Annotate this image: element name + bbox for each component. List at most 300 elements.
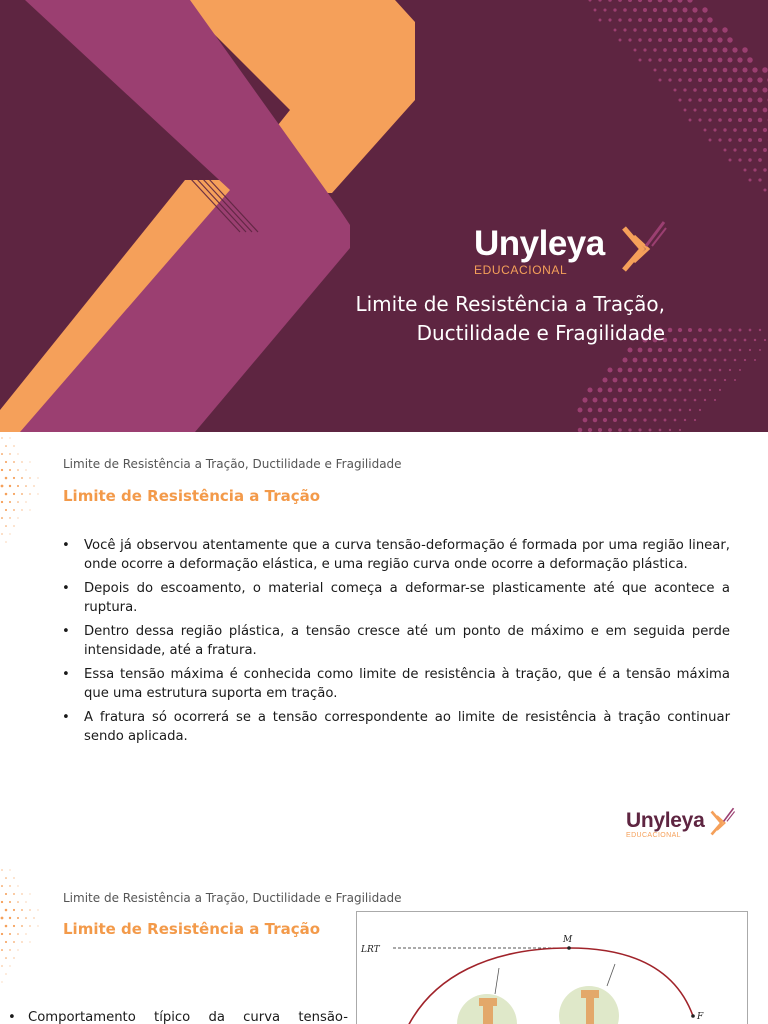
decor-dot: [1, 917, 4, 920]
decor-dot: [638, 18, 642, 22]
decor-dot: [687, 0, 692, 3]
decor-dot: [643, 8, 647, 12]
decor-dot: [738, 98, 742, 102]
decor-dot: [588, 408, 593, 413]
decor-dot: [749, 349, 751, 351]
decor-dot: [608, 18, 611, 21]
decor-dot: [683, 48, 687, 52]
decor-dot: [5, 461, 7, 463]
decor-dot: [688, 58, 692, 62]
decor-dot: [17, 485, 19, 487]
decor-dot: [762, 87, 767, 92]
decor-dot: [708, 58, 713, 63]
decor-dot: [5, 509, 7, 511]
decor-dot: [9, 485, 11, 487]
decor-dot: [1, 933, 3, 935]
decor-dot: [737, 57, 742, 62]
decor-dot: [753, 108, 757, 112]
decor-dot: [708, 328, 712, 332]
decor-dot: [683, 68, 687, 72]
decor-dot: [658, 368, 662, 372]
decor-dot: [38, 494, 39, 495]
decor-dot: [719, 349, 722, 352]
decor-dot: [9, 917, 11, 919]
decor-dot: [723, 88, 727, 92]
content-slide: [0, 432, 768, 864]
decor-dot: [758, 138, 762, 142]
decor-dot: [728, 328, 731, 331]
decor-dot: [758, 158, 762, 162]
decor-dot: [9, 933, 11, 935]
decor-dot: [729, 349, 732, 352]
decor-dot: [29, 493, 30, 494]
bullet-icon: •: [8, 1010, 16, 1024]
decor-dot: [753, 168, 756, 171]
decor-dot: [747, 77, 752, 82]
decor-dot: [724, 359, 727, 362]
decor-dot: [743, 128, 747, 132]
decor-dot: [17, 885, 18, 886]
decor-dot: [709, 139, 712, 142]
decor-dot: [613, 378, 618, 383]
decor-dot: [698, 98, 702, 102]
decor-dot: [648, 368, 652, 372]
decor-dot: [638, 368, 642, 372]
decor-dot: [708, 348, 711, 351]
footer-logo-word: Unyleya: [626, 809, 705, 832]
decor-dot: [613, 398, 617, 402]
decor-dot: [688, 98, 691, 101]
decor-dot: [734, 359, 737, 362]
decor-dot: [653, 378, 657, 382]
decor-dot: [669, 409, 672, 412]
decor-dot: [1, 885, 3, 887]
list-item: [62, 665, 730, 703]
decor-dot: [689, 389, 692, 392]
bullet-icon: •: [62, 538, 70, 553]
decor-dot: [678, 78, 681, 81]
decor-dot: [742, 67, 747, 72]
decor-dot: [738, 118, 742, 122]
decor-dot: [698, 38, 703, 43]
decor-dot: [668, 388, 671, 391]
decor-dot: [613, 418, 617, 422]
decor-dot: [738, 138, 742, 142]
decor-dot: [9, 501, 11, 503]
decor-dot: [704, 399, 706, 401]
decor-dot: [608, 388, 613, 393]
decor-dot: [587, 387, 592, 392]
decor-dot: [614, 29, 617, 32]
decor-dot: [21, 477, 23, 479]
decor-dot: [17, 517, 18, 518]
decor-dot: [663, 28, 667, 32]
content-slide-partial: [0, 864, 768, 1024]
decor-dot: [688, 78, 692, 82]
decor-dot: [718, 98, 722, 102]
decor-dot: [718, 118, 722, 122]
decor-dot: [728, 118, 732, 122]
decor-dot: [704, 129, 707, 132]
decor-dot: [623, 418, 627, 422]
decor-dot: [668, 18, 673, 23]
decor-dot: [754, 339, 756, 341]
decor-dot: [608, 0, 612, 2]
decor-dot: [25, 469, 26, 470]
decor-dot: [713, 68, 717, 72]
decor-dot: [728, 78, 733, 83]
decor-dot: [658, 58, 661, 61]
footer-logo-sub: EDUCACIONAL: [626, 832, 681, 839]
cover-chevron-graphic: [0, 0, 768, 432]
decor-dot: [5, 909, 8, 912]
decor-dot: [739, 369, 741, 371]
decor-dot: [1, 469, 3, 471]
decor-dot: [638, 408, 642, 412]
decor-dot: [648, 388, 652, 392]
decor-dot: [5, 541, 6, 542]
decor-dot: [698, 348, 701, 351]
decor-dot: [693, 378, 696, 381]
decor-dot: [1, 869, 2, 870]
decor-dot: [677, 0, 682, 3]
decor-dot: [679, 429, 681, 431]
decor-dot: [664, 419, 667, 422]
decor-dot: [747, 57, 753, 63]
decor-dot: [712, 27, 717, 32]
decor-dot: [678, 58, 682, 62]
decor-dot: [633, 418, 637, 422]
decor-dot: [673, 338, 677, 342]
list-item: [62, 708, 730, 746]
decor-dot: [648, 58, 651, 61]
decor-dot: [628, 0, 632, 2]
decor-dot: [728, 138, 731, 141]
decor-dot: [638, 38, 641, 41]
decor-dot: [618, 408, 622, 412]
decor-dot: [1, 949, 3, 951]
bullet-text: Essa tensão máxima é conhecida como limite de resistência à tração, que é a tensão máxima que uma estrutura suporta em tração.: [84, 667, 730, 701]
bullet-icon: •: [62, 624, 70, 639]
decor-dot: [743, 108, 747, 112]
decor-dot: [748, 138, 752, 142]
decor-dot: [748, 98, 753, 103]
list-item: [62, 536, 730, 574]
cover-logo-sub: EDUCACIONAL: [474, 263, 568, 277]
bullet-text: Você já observou atentamente que a curva tensão-deformação é formada por uma região linear, onde ocorre a deformação elástica, e uma região curva onde ocorre a deformação plástica.: [84, 538, 730, 572]
decor-dot: [693, 88, 697, 92]
cover-title-line2: Ductilidade e Fragilidade: [416, 321, 665, 345]
decor-dot: [698, 368, 701, 371]
decor-dot: [38, 910, 39, 911]
decor-dot: [718, 328, 721, 331]
decor-dot: [598, 0, 601, 2]
decor-dot: [723, 338, 726, 341]
decor-dot: [618, 368, 623, 373]
decor-dot: [634, 49, 637, 52]
decor-dot: [10, 870, 11, 871]
decor-dot: [713, 128, 716, 131]
decor-dot: [668, 0, 673, 2]
decor-dot: [1, 517, 3, 519]
decor-dot: [698, 328, 702, 332]
decor-dot: [688, 368, 691, 371]
decor-dot: [17, 469, 19, 471]
decor-dot: [733, 88, 737, 92]
decor-dot: [628, 408, 632, 412]
decor-dot: [718, 138, 721, 141]
decor-dot: [648, 0, 652, 2]
decor-dot: [713, 338, 716, 341]
decor-dot: [723, 108, 727, 112]
decor-dot: [653, 28, 657, 32]
decor-dot: [628, 388, 632, 392]
decor-dot: [648, 348, 653, 353]
decor-dot: [684, 399, 687, 402]
decor-dot: [5, 925, 8, 928]
decor-dot: [628, 368, 633, 373]
decor-dot: [643, 398, 647, 402]
decor-dot: [753, 128, 757, 132]
decor-dot: [603, 418, 607, 422]
decor-dot: [763, 108, 768, 113]
decor-dot: [1, 965, 2, 966]
decor-dot: [724, 149, 727, 152]
decor-dot: [743, 88, 748, 93]
decor-dot: [21, 941, 22, 942]
decor-dot: [763, 128, 767, 132]
decor-dot: [653, 418, 656, 421]
decor-dot: [38, 478, 39, 479]
decor-dot: [749, 329, 752, 332]
decor-dot: [622, 357, 627, 362]
decor-dot: [683, 358, 687, 362]
decor-dot: [639, 59, 642, 62]
decor-dot: [733, 108, 737, 112]
decor-dot: [729, 369, 731, 371]
bullet-icon: •: [62, 581, 70, 596]
decor-dot: [683, 378, 686, 381]
decor-dot: [738, 78, 743, 83]
decor-dot: [693, 28, 698, 33]
decor-dot: [759, 329, 761, 331]
decor-dot: [727, 57, 732, 62]
decor-dot: [613, 8, 616, 11]
decor-dot: [1, 901, 3, 903]
decor-dot: [25, 933, 26, 934]
decor-dot: [13, 925, 15, 927]
lrt-label: LRT: [361, 945, 380, 955]
decor-dot: [668, 78, 671, 81]
decor-dot: [643, 418, 646, 421]
decor-dot: [703, 28, 708, 33]
decor-dot: [10, 534, 11, 535]
decor-dot: [688, 38, 693, 43]
decor-dot: [25, 917, 27, 919]
breadcrumb: Limite de Resistência a Tração, Ductilidade e Fragilidade: [63, 457, 402, 471]
decor-dot: [21, 493, 23, 495]
decor-dot: [762, 67, 768, 73]
decor-dot: [658, 388, 662, 392]
decor-dot: [683, 8, 688, 13]
decor-dot: [753, 88, 758, 93]
decor-dot: [673, 28, 677, 32]
decor-dot: [583, 418, 588, 423]
decor-dot: [743, 168, 746, 171]
decor-dot: [693, 358, 696, 361]
decor-dot: [663, 8, 667, 12]
decor-dot: [707, 37, 712, 42]
decor-dot: [619, 39, 622, 42]
decor-dot: [17, 933, 19, 935]
decor-dot: [763, 188, 766, 191]
decor-dot: [663, 48, 667, 52]
decor-dot: [678, 348, 682, 352]
decor-dot: [724, 379, 726, 381]
decor-dot: [708, 78, 712, 82]
decor-dot: [21, 909, 23, 911]
decor-dot: [603, 398, 608, 403]
decor-dot: [764, 339, 766, 341]
decor-dot: [678, 98, 681, 101]
stress-strain-figure: [356, 911, 748, 1024]
decor-dot: [703, 88, 707, 92]
decor-dot: [30, 510, 31, 511]
decor-dot: [633, 378, 637, 382]
decor-dot: [9, 885, 10, 886]
decor-dot: [5, 477, 8, 480]
decor-dot: [9, 517, 10, 518]
decor-dot: [21, 509, 22, 510]
decor-dot: [5, 445, 7, 447]
decor-dot: [648, 18, 652, 22]
decor-dot: [694, 399, 697, 402]
corner-dot-pattern: [0, 432, 60, 572]
decor-dot: [688, 328, 692, 332]
decor-dot: [693, 338, 697, 342]
decor-dot: [678, 38, 682, 42]
decor-dot: [29, 477, 30, 478]
decor-dot: [683, 28, 688, 33]
decor-dot: [659, 429, 662, 432]
decor-dot: [709, 389, 711, 391]
decor-dot: [743, 148, 746, 151]
decor-dot: [674, 419, 677, 422]
decor-dot: [729, 159, 732, 162]
decor-dot: [708, 118, 711, 121]
decor-dot: [13, 461, 15, 463]
decor-dot: [759, 349, 761, 351]
decor-dot: [697, 17, 702, 22]
decor-dot: [643, 358, 648, 363]
decor-dot: [722, 47, 727, 52]
decor-dot: [718, 78, 722, 82]
decor-dot: [13, 445, 14, 446]
decor-dot: [763, 148, 767, 152]
section-title: Limite de Resistência a Tração: [63, 487, 321, 505]
decor-dot: [618, 18, 621, 21]
decor-dot: [673, 398, 676, 401]
decor-dot: [30, 942, 31, 943]
decor-dot: [678, 328, 682, 332]
section-title: Limite de Resistência a Tração: [63, 920, 321, 938]
decor-dot: [13, 509, 15, 511]
decor-dot: [638, 348, 643, 353]
decor-dot: [703, 68, 707, 72]
decor-dot: [753, 148, 757, 152]
decor-dot: [653, 68, 656, 71]
decor-dot: [739, 329, 742, 332]
decor-dot: [25, 485, 27, 487]
decor-dot: [5, 893, 7, 895]
decor-dot: [678, 18, 683, 23]
decor-dot: [758, 118, 763, 123]
decor-dot: [758, 178, 761, 181]
decor-dot: [13, 493, 15, 495]
decor-dot: [658, 408, 661, 411]
bullet-text: Dentro dessa região plástica, a tensão cresce até um ponto de máximo e em seguida perde intensidade, até a fratura.: [84, 624, 730, 658]
decor-dot: [33, 917, 34, 918]
decor-dot: [30, 894, 31, 895]
decor-dot: [713, 88, 717, 92]
cover-title: [355, 290, 665, 348]
decor-dot: [623, 378, 628, 383]
decor-dot: [694, 419, 696, 421]
decor-dot: [668, 58, 672, 62]
bullet-text: Depois do escoamento, o material começa a deformar-se plasticamente até que acontece a ruptura.: [84, 581, 730, 615]
decor-dot: [668, 38, 672, 42]
decor-dot: [757, 77, 762, 82]
decor-dot: [673, 48, 677, 52]
decor-dot: [653, 8, 657, 12]
decor-dot: [693, 48, 697, 52]
decor-dot: [603, 8, 606, 11]
decor-dot: [678, 388, 681, 391]
decor-dot: [618, 0, 622, 2]
bullet-text: A fratura só ocorrerá se a tensão correspondente ao limite de resistência à tração continuar sendo aplicada.: [84, 710, 730, 744]
decor-dot: [744, 359, 746, 361]
decor-dot: [699, 389, 702, 392]
decor-dot: [688, 348, 692, 352]
decor-dot: [679, 409, 682, 412]
decor-dot: [21, 461, 22, 462]
decor-dot: [684, 419, 686, 421]
decor-dot: [734, 379, 736, 381]
decor-dot: [38, 926, 39, 927]
decor-dot: [13, 941, 15, 943]
decor-dot: [13, 477, 15, 479]
decor-dot: [17, 949, 18, 950]
decor-dot: [689, 119, 692, 122]
cover-logo-word: Unyleya: [474, 224, 605, 263]
decor-dot: [673, 88, 676, 91]
decor-dot: [618, 388, 622, 392]
decor-dot: [683, 88, 686, 91]
decor-dot: [25, 501, 26, 502]
decor-dot: [703, 358, 706, 361]
decor-dot: [588, 0, 591, 2]
decor-dot: [704, 379, 707, 382]
decor-dot: [5, 525, 7, 527]
decor-dot: [13, 909, 15, 911]
decor-dot: [21, 925, 23, 927]
decor-dot: [707, 17, 712, 22]
decor-dot: [722, 27, 727, 32]
decor-dot: [692, 7, 697, 12]
decor-dot: [689, 409, 691, 411]
decor-dot: [668, 368, 672, 372]
decor-dot: [709, 369, 712, 372]
